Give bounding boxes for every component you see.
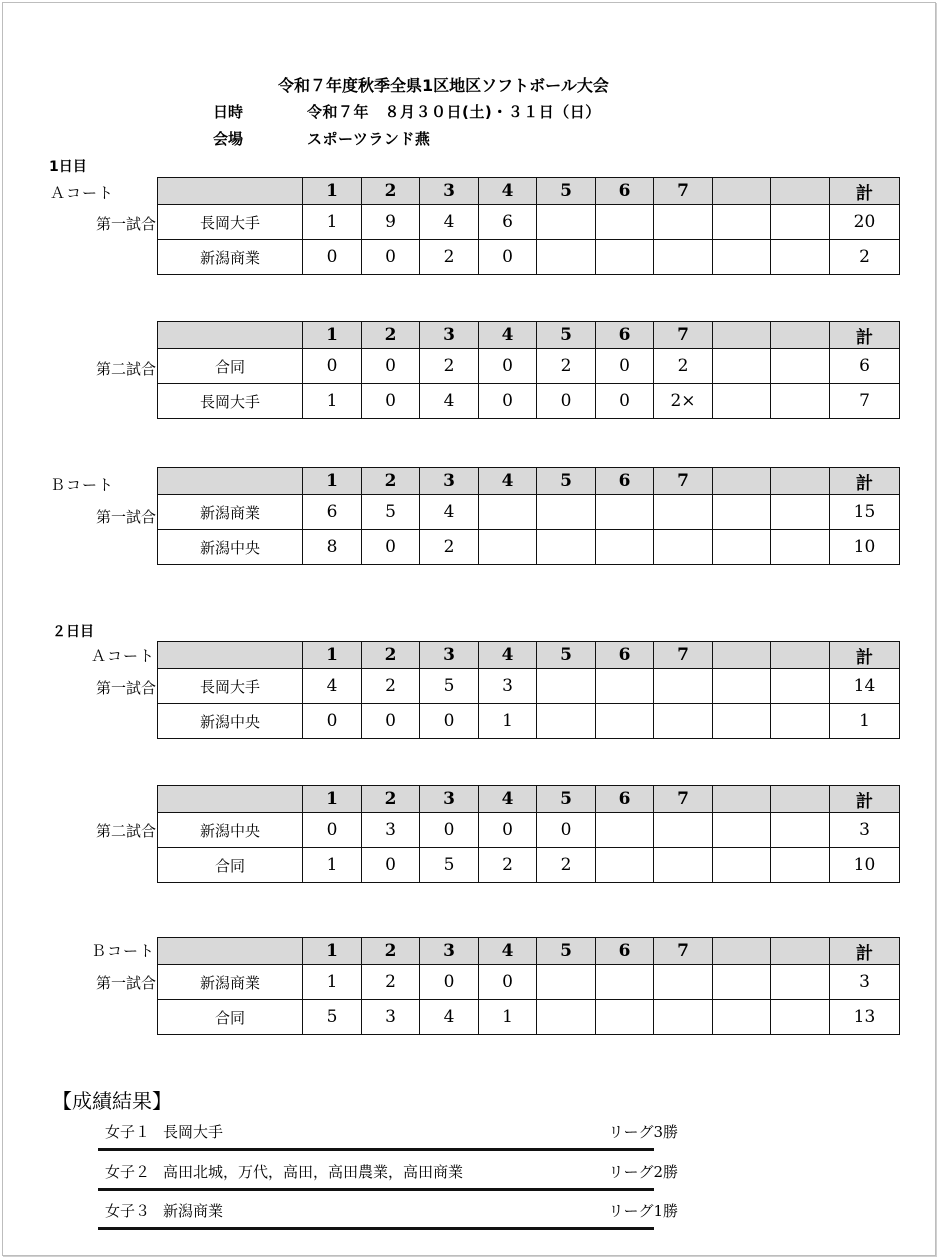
header-total-cell: 計 xyxy=(830,322,900,349)
header-total-cell: 計 xyxy=(830,642,900,669)
team-name-cell: 新潟中央 xyxy=(158,530,303,565)
total-score-cell: 20 xyxy=(830,205,900,240)
header-inning-cell: 5 xyxy=(537,468,596,495)
header-inning-cell: 6 xyxy=(596,642,654,669)
inning-score-cell xyxy=(654,813,713,848)
inning-score-cell xyxy=(713,1000,771,1035)
header-inning-cell: 4 xyxy=(479,322,537,349)
inning-score-cell: 2× xyxy=(654,384,713,419)
score-table xyxy=(157,785,900,883)
inning-score-cell: 0 xyxy=(537,813,596,848)
inning-score-cell: 4 xyxy=(420,495,479,530)
total-score-cell: 13 xyxy=(830,1000,900,1035)
inning-score-cell: 5 xyxy=(420,848,479,883)
team-name-cell: 合同 xyxy=(158,349,303,384)
inning-score-cell xyxy=(771,384,830,419)
header-inning-cell: 1 xyxy=(303,468,362,495)
score-header-row xyxy=(158,322,900,349)
header-inning-cell xyxy=(713,642,771,669)
inning-score-cell: 0 xyxy=(479,384,537,419)
header-inning-cell xyxy=(771,786,830,813)
inning-score-cell xyxy=(537,669,596,704)
team-score-row xyxy=(158,1000,900,1035)
inning-score-cell xyxy=(713,384,771,419)
header-team-cell xyxy=(158,642,303,669)
inning-score-cell xyxy=(713,530,771,565)
header-inning-cell: 5 xyxy=(537,178,596,205)
result-underline xyxy=(98,1148,654,1151)
inning-score-cell: 0 xyxy=(362,530,420,565)
inning-score-cell xyxy=(537,965,596,1000)
results-title: 【成績結果】 xyxy=(52,1089,172,1113)
total-score-cell: 1 xyxy=(830,704,900,739)
header-inning-cell: 7 xyxy=(654,468,713,495)
header-inning-cell: 7 xyxy=(654,642,713,669)
header-total-cell: 計 xyxy=(830,178,900,205)
inning-score-cell xyxy=(771,205,830,240)
header-inning-cell: 3 xyxy=(420,322,479,349)
day-2-label: ２日目 xyxy=(52,624,94,640)
inning-score-cell xyxy=(771,240,830,275)
inning-score-cell: 2 xyxy=(362,965,420,1000)
inning-score-cell: 0 xyxy=(420,813,479,848)
header-inning-cell: 6 xyxy=(596,468,654,495)
header-inning-cell: 3 xyxy=(420,642,479,669)
team-score-row xyxy=(158,530,900,565)
header-inning-cell: 1 xyxy=(303,642,362,669)
header-inning-cell: 4 xyxy=(479,178,537,205)
header-inning-cell xyxy=(713,322,771,349)
inning-score-cell: 0 xyxy=(479,813,537,848)
team-score-row xyxy=(158,205,900,240)
inning-score-cell: 1 xyxy=(303,205,362,240)
result-rank: 女子１ xyxy=(105,1123,151,1141)
inning-score-cell: 0 xyxy=(303,813,362,848)
header-inning-cell: 3 xyxy=(420,786,479,813)
inning-score-cell: 4 xyxy=(420,1000,479,1035)
inning-score-cell xyxy=(596,1000,654,1035)
inning-score-cell xyxy=(654,495,713,530)
header-inning-cell: 4 xyxy=(479,938,537,965)
inning-score-cell: 0 xyxy=(537,384,596,419)
header-inning-cell xyxy=(713,786,771,813)
header-inning-cell: 2 xyxy=(362,322,420,349)
court-label: Ａコート xyxy=(90,647,155,665)
inning-score-cell xyxy=(479,495,537,530)
team-score-row xyxy=(158,669,900,704)
inning-score-cell: 2 xyxy=(479,848,537,883)
inning-score-cell xyxy=(537,205,596,240)
inning-score-cell xyxy=(537,495,596,530)
total-score-cell: 14 xyxy=(830,669,900,704)
header-team-cell xyxy=(158,938,303,965)
game-label: 第一試合 xyxy=(95,679,156,697)
document-title: 令和７年度秋季全県1区地区ソフトボール大会 xyxy=(278,76,609,95)
inning-score-cell: 2 xyxy=(420,349,479,384)
inning-score-cell xyxy=(713,495,771,530)
header-inning-cell xyxy=(713,938,771,965)
header-inning-cell: 7 xyxy=(654,938,713,965)
inning-score-cell xyxy=(713,813,771,848)
header-inning-cell xyxy=(713,468,771,495)
inning-score-cell: 0 xyxy=(362,704,420,739)
game-label: 第二試合 xyxy=(95,822,156,840)
result-rank: 女子３ xyxy=(105,1202,151,1220)
header-total-cell: 計 xyxy=(830,786,900,813)
header-inning-cell: 5 xyxy=(537,938,596,965)
inning-score-cell: 4 xyxy=(420,384,479,419)
team-name-cell: 新潟商業 xyxy=(158,965,303,1000)
header-total-cell: 計 xyxy=(830,938,900,965)
total-score-cell: 15 xyxy=(830,495,900,530)
inning-score-cell xyxy=(537,1000,596,1035)
header-inning-cell: 1 xyxy=(303,322,362,349)
inning-score-cell: 0 xyxy=(362,848,420,883)
team-name-cell: 新潟中央 xyxy=(158,704,303,739)
inning-score-cell xyxy=(713,848,771,883)
score-header-row xyxy=(158,468,900,495)
inning-score-cell: 0 xyxy=(303,704,362,739)
inning-score-cell xyxy=(596,669,654,704)
game-label: 第一試合 xyxy=(95,508,156,526)
inning-score-cell xyxy=(654,1000,713,1035)
header-inning-cell: 3 xyxy=(420,178,479,205)
inning-score-cell xyxy=(596,704,654,739)
team-name-cell: 長岡大手 xyxy=(158,205,303,240)
game-label: 第一試合 xyxy=(95,974,156,992)
inning-score-cell: 5 xyxy=(303,1000,362,1035)
team-name-cell: 長岡大手 xyxy=(158,669,303,704)
header-inning-cell: 6 xyxy=(596,938,654,965)
team-score-row xyxy=(158,240,900,275)
inning-score-cell xyxy=(654,848,713,883)
score-table xyxy=(157,641,900,739)
score-table xyxy=(157,321,900,419)
header-inning-cell: 7 xyxy=(654,786,713,813)
inning-score-cell xyxy=(596,205,654,240)
inning-score-cell: 1 xyxy=(303,384,362,419)
header-team-cell xyxy=(158,468,303,495)
inning-score-cell xyxy=(713,240,771,275)
inning-score-cell xyxy=(771,1000,830,1035)
inning-score-cell: 1 xyxy=(303,848,362,883)
venue-value: スポーツランド燕 xyxy=(307,130,431,148)
date-label: 日時 xyxy=(213,103,244,121)
team-name-cell: 合同 xyxy=(158,848,303,883)
team-score-row xyxy=(158,848,900,883)
inning-score-cell: 5 xyxy=(420,669,479,704)
header-inning-cell xyxy=(771,178,830,205)
inning-score-cell xyxy=(771,495,830,530)
inning-score-cell xyxy=(654,669,713,704)
result-teams: 長岡大手 xyxy=(163,1123,224,1141)
inning-score-cell xyxy=(596,813,654,848)
total-score-cell: 7 xyxy=(830,384,900,419)
inning-score-cell: 0 xyxy=(479,240,537,275)
header-inning-cell: 5 xyxy=(537,642,596,669)
total-score-cell: 3 xyxy=(830,813,900,848)
inning-score-cell xyxy=(654,965,713,1000)
inning-score-cell xyxy=(713,669,771,704)
total-score-cell: 10 xyxy=(830,530,900,565)
result-record: リーグ2勝 xyxy=(608,1163,678,1181)
inning-score-cell xyxy=(537,704,596,739)
inning-score-cell xyxy=(537,240,596,275)
header-inning-cell: 4 xyxy=(479,468,537,495)
result-record: リーグ3勝 xyxy=(608,1123,678,1141)
header-team-cell xyxy=(158,178,303,205)
header-total-cell: 計 xyxy=(830,468,900,495)
header-inning-cell xyxy=(771,322,830,349)
header-inning-cell: 6 xyxy=(596,786,654,813)
game-label: 第一試合 xyxy=(95,215,156,233)
inning-score-cell: 1 xyxy=(479,1000,537,1035)
header-inning-cell: 1 xyxy=(303,938,362,965)
header-inning-cell xyxy=(771,938,830,965)
court-label: Ｂコート xyxy=(50,476,115,494)
header-inning-cell: 6 xyxy=(596,322,654,349)
inning-score-cell xyxy=(713,205,771,240)
inning-score-cell: 5 xyxy=(362,495,420,530)
header-inning-cell: 2 xyxy=(362,468,420,495)
result-teams: 新潟商業 xyxy=(163,1202,224,1220)
inning-score-cell xyxy=(713,965,771,1000)
inning-score-cell: 9 xyxy=(362,205,420,240)
inning-score-cell: 8 xyxy=(303,530,362,565)
team-name-cell: 新潟中央 xyxy=(158,813,303,848)
inning-score-cell xyxy=(771,704,830,739)
team-name-cell: 新潟商業 xyxy=(158,240,303,275)
result-rank: 女子２ xyxy=(105,1163,151,1181)
inning-score-cell: 6 xyxy=(479,205,537,240)
total-score-cell: 6 xyxy=(830,349,900,384)
inning-score-cell xyxy=(654,205,713,240)
inning-score-cell: 3 xyxy=(362,813,420,848)
header-inning-cell: 2 xyxy=(362,642,420,669)
day-1-label: 1日目 xyxy=(49,159,87,175)
team-score-row xyxy=(158,495,900,530)
header-inning-cell: 4 xyxy=(479,642,537,669)
header-inning-cell: 5 xyxy=(537,786,596,813)
header-inning-cell: 1 xyxy=(303,786,362,813)
inning-score-cell: 0 xyxy=(479,965,537,1000)
inning-score-cell: 4 xyxy=(303,669,362,704)
inning-score-cell: 0 xyxy=(479,349,537,384)
inning-score-cell xyxy=(771,530,830,565)
score-header-row xyxy=(158,642,900,669)
total-score-cell: 10 xyxy=(830,848,900,883)
header-inning-cell: 4 xyxy=(479,786,537,813)
inning-score-cell: 0 xyxy=(596,384,654,419)
game-label: 第二試合 xyxy=(95,360,156,378)
inning-score-cell: 2 xyxy=(362,669,420,704)
inning-score-cell: 0 xyxy=(362,240,420,275)
inning-score-cell: 2 xyxy=(654,349,713,384)
header-inning-cell: 1 xyxy=(303,178,362,205)
inning-score-cell xyxy=(771,669,830,704)
header-inning-cell: 6 xyxy=(596,178,654,205)
header-inning-cell: 5 xyxy=(537,322,596,349)
score-header-row xyxy=(158,938,900,965)
court-label: Ａコート xyxy=(50,184,115,202)
score-table xyxy=(157,937,900,1035)
team-name-cell: 新潟商業 xyxy=(158,495,303,530)
header-team-cell xyxy=(158,786,303,813)
inning-score-cell xyxy=(596,495,654,530)
inning-score-cell: 0 xyxy=(303,240,362,275)
team-score-row xyxy=(158,704,900,739)
inning-score-cell: 0 xyxy=(420,704,479,739)
inning-score-cell: 0 xyxy=(596,349,654,384)
inning-score-cell: 2 xyxy=(537,848,596,883)
total-score-cell: 2 xyxy=(830,240,900,275)
inning-score-cell: 2 xyxy=(420,240,479,275)
inning-score-cell xyxy=(654,530,713,565)
inning-score-cell xyxy=(596,848,654,883)
inning-score-cell xyxy=(654,704,713,739)
inning-score-cell: 3 xyxy=(479,669,537,704)
result-teams: 高田北城，万代，高田，高田農業，高田商業 xyxy=(163,1163,464,1181)
inning-score-cell xyxy=(771,848,830,883)
team-score-row xyxy=(158,349,900,384)
header-inning-cell: 2 xyxy=(362,938,420,965)
inning-score-cell xyxy=(596,530,654,565)
venue-label: 会場 xyxy=(213,130,244,148)
result-underline xyxy=(98,1227,654,1230)
inning-score-cell: 0 xyxy=(362,384,420,419)
inning-score-cell: 2 xyxy=(420,530,479,565)
header-inning-cell: 2 xyxy=(362,786,420,813)
team-score-row xyxy=(158,384,900,419)
inning-score-cell: 2 xyxy=(537,349,596,384)
inning-score-cell xyxy=(713,704,771,739)
inning-score-cell xyxy=(479,530,537,565)
header-inning-cell: 3 xyxy=(420,468,479,495)
header-inning-cell: 7 xyxy=(654,322,713,349)
total-score-cell: 3 xyxy=(830,965,900,1000)
header-inning-cell xyxy=(713,178,771,205)
inning-score-cell xyxy=(771,813,830,848)
inning-score-cell xyxy=(771,349,830,384)
score-header-row xyxy=(158,786,900,813)
inning-score-cell xyxy=(596,240,654,275)
team-score-row xyxy=(158,965,900,1000)
result-underline xyxy=(98,1188,654,1191)
inning-score-cell xyxy=(654,240,713,275)
inning-score-cell: 0 xyxy=(303,349,362,384)
header-inning-cell: 7 xyxy=(654,178,713,205)
header-inning-cell: 2 xyxy=(362,178,420,205)
inning-score-cell: 0 xyxy=(420,965,479,1000)
header-inning-cell xyxy=(771,468,830,495)
court-label: Ｂコート xyxy=(90,942,155,960)
team-score-row xyxy=(158,813,900,848)
result-record: リーグ1勝 xyxy=(608,1202,678,1220)
inning-score-cell xyxy=(537,530,596,565)
header-inning-cell: 3 xyxy=(420,938,479,965)
inning-score-cell: 1 xyxy=(303,965,362,1000)
score-header-row xyxy=(158,178,900,205)
inning-score-cell xyxy=(713,349,771,384)
header-team-cell xyxy=(158,322,303,349)
inning-score-cell: 0 xyxy=(362,349,420,384)
team-name-cell: 長岡大手 xyxy=(158,384,303,419)
inning-score-cell xyxy=(596,965,654,1000)
score-table xyxy=(157,177,900,275)
inning-score-cell: 3 xyxy=(362,1000,420,1035)
inning-score-cell: 4 xyxy=(420,205,479,240)
inning-score-cell: 1 xyxy=(479,704,537,739)
inning-score-cell xyxy=(771,965,830,1000)
date-value: 令和７年 ８月３０日(土)・３１日（日） xyxy=(307,103,601,121)
team-name-cell: 合同 xyxy=(158,1000,303,1035)
header-inning-cell xyxy=(771,642,830,669)
inning-score-cell: 6 xyxy=(303,495,362,530)
score-table xyxy=(157,467,900,565)
